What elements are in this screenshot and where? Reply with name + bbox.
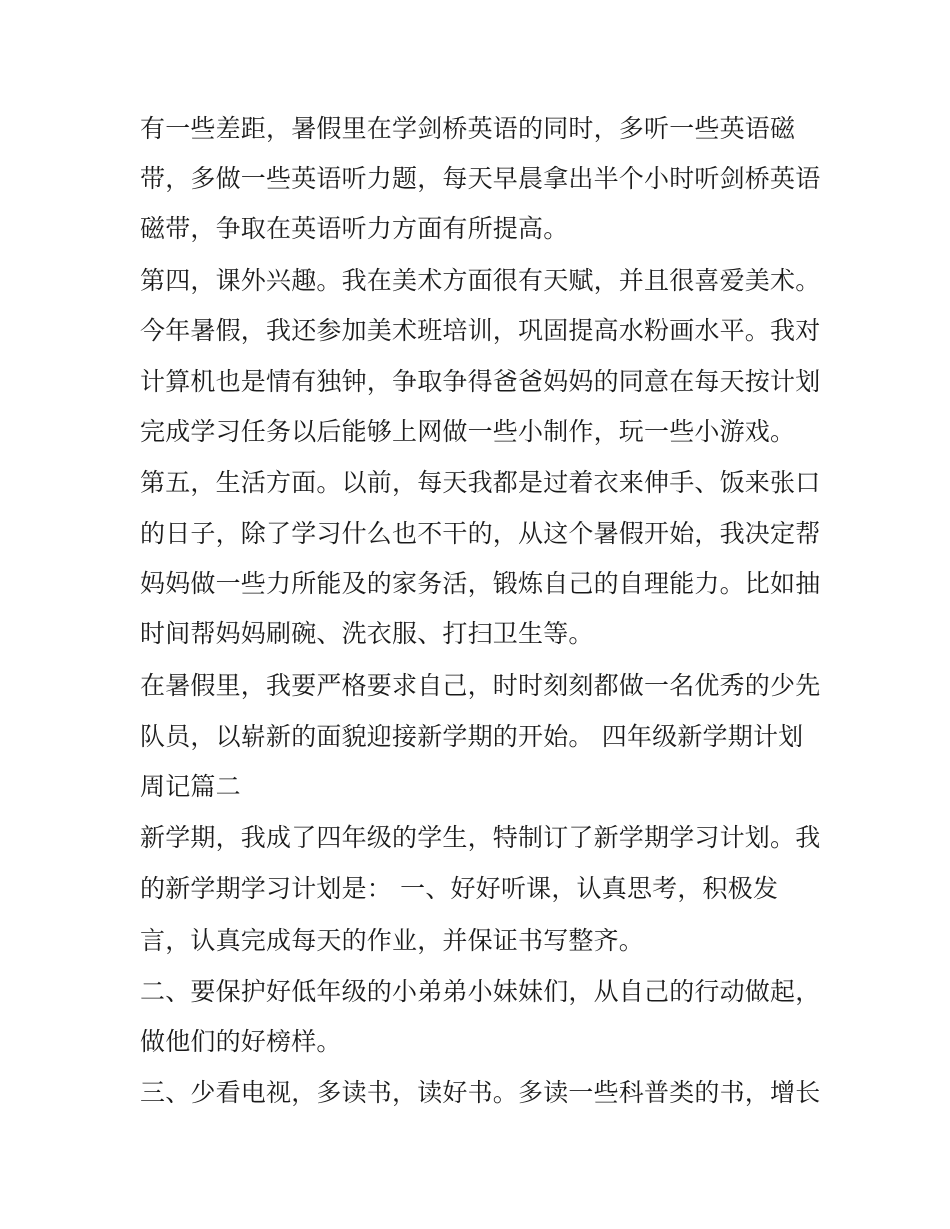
text-line: 妈妈做一些力所能及的家务活，锻炼自己的自理能力。比如抽 xyxy=(140,569,821,598)
text-line: 时间帮妈妈刷碗、洗衣服、打扫卫生等。 xyxy=(140,619,594,648)
text-line: 第四，课外兴趣。我在美术方面很有天赋，并且很喜爱美术。 xyxy=(140,266,821,295)
text-line: 的日子，除了学习什么也不干的，从这个暑假开始，我决定帮 xyxy=(140,519,821,548)
text-line: 二、要保护好低年级的小弟弟小妹妹们，从自己的行动做起， xyxy=(140,977,821,1006)
text-line: 三、少看电视，多读书，读好书。多读一些科普类的书，增长 xyxy=(140,1078,821,1107)
text-line: 今年暑假，我还参加美术班培训，巩固提高水粉画水平。我对 xyxy=(140,316,821,345)
text-line: 新学期，我成了四年级的学生，特制订了新学期学习计划。我 xyxy=(140,823,821,852)
text-line: 队员，以崭新的面貌迎接新学期的开始。 四年级新学期计划 xyxy=(140,722,804,751)
text-line: 带，多做一些英语听力题，每天早晨拿出半个小时听剑桥英语 xyxy=(140,164,821,193)
text-line: 计算机也是情有独钟，争取争得爸爸妈妈的同意在每天按计划 xyxy=(140,367,821,396)
text-line: 完成学习任务以后能够上网做一些小制作，玩一些小游戏。 xyxy=(140,417,796,446)
text-line: 磁带，争取在英语听力方面有所提高。 xyxy=(140,214,569,243)
text-line: 周记篇二 xyxy=(140,772,241,801)
text-line: 做他们的好榜样。 xyxy=(140,1027,342,1056)
text-line: 言，认真完成每天的作业，并保证书写整齐。 xyxy=(140,926,645,955)
text-line: 在暑假里，我要严格要求自己，时时刻刻都做一名优秀的少先 xyxy=(140,671,821,700)
text-line: 的新学期学习计划是： 一、好好听课，认真思考，积极发 xyxy=(140,874,779,903)
text-line: 第五，生活方面。以前，每天我都是过着衣来伸手、饭来张口 xyxy=(140,468,821,497)
text-line: 有一些差距，暑假里在学剑桥英语的同时，多听一些英语磁 xyxy=(140,114,796,143)
